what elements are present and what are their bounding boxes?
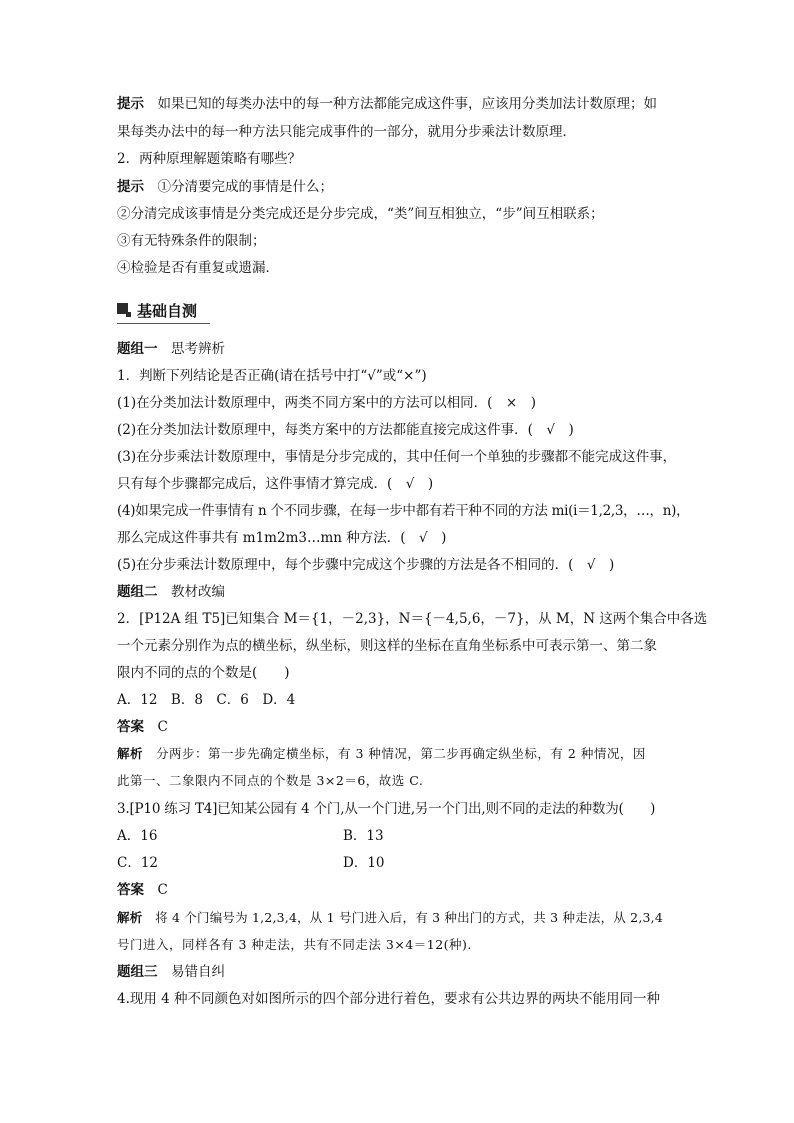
hint-line-2: 果每类办法中的每一种方法只能完成事件的一部分，就用分步乘法计数原理． [117,124,576,140]
question-1-item-5: (5)在分步乘法计数原理中，每个步骤中完成这个步骤的方法是各不相同的．( √ ) [117,557,615,573]
hint-step-2: ②分清完成该事情是分类完成还是分步完成，“类”间互相独立，“步”间互相联系； [117,206,604,222]
question-3-solution-2: 号门进入，同样各有 3 种走法，共有不同走法 3×4＝12(种). [117,937,472,952]
hint-line-1: 提示 如果已知的每类办法中的每一种方法都能完成这件事，应该用分类加法计数原理；如 [117,96,657,112]
question-2-line-3: 限内不同的点的个数是( ) [117,665,290,681]
question-3-solution-1: 解析 将 4 个门编号为 1,2,3,4，从 1 号门进入后，有 3 种出门的方式，共 3 种走法，从 2,3,4 [117,910,663,925]
question-2-line-2: 一个元素分别作为点的横坐标，纵坐标，则这样的坐标在直角坐标系中可表示第一、第二象 [117,638,657,654]
question-3-option-b: B．13 [343,828,384,844]
question-2-solution-1: 解析 分两步：第一步先确定横坐标，有 3 种情况，第二步再确定纵坐标，有 2 种情况，因 [117,746,646,761]
question-3-option-d: D．10 [343,855,385,871]
section-header [117,299,197,321]
question-3-option-c: C．12 [117,855,159,871]
question-1: 1．判断下列结论是否正确(请在括号中打“√”或“×”) [117,368,427,384]
question-2-line-1: 2．[P12A 组 T5]已知集合 M＝{1，－2,3}，N＝{－4,5,6，－7}，从 M，N 这两个集合中各选 [117,611,708,627]
section-title: 基础自测 [137,301,198,320]
question-1-item-3b: 只有每个步骤都完成后，这件事情才算完成．( √ ) [117,476,434,492]
question-2-options: A．12 B．8 C．6 D．4 [117,692,296,708]
group-3-heading: 题组三 易错自纠 [117,964,225,980]
question-1-item-2: (2)在分类加法计数原理中，每类方案中的方法都能直接完成这件事．( √ ) [117,422,574,438]
group-1-heading: 题组一 思考辨析 [117,341,225,357]
question-2-solution-2: 此第一、二象限内不同点的个数是 3×2＝6，故选 C. [117,773,424,788]
question-1-item-4a: (4)如果完成一件事情有 n 个不同步骤，在每一步中都有若干种不同的方法 mi(i＝1,2,3，…，n)， [117,503,690,519]
question-3-option-a: A．16 [117,828,158,844]
question-2-strategy: 2．两种原理解题策略有哪些？ [117,151,302,167]
question-4: 4.现用 4 种不同颜色对如图所示的四个部分进行着色，要求有公共边界的两块不能用同一种 [117,991,661,1007]
hint-step-1: 提示 ①分清要完成的事情是什么； [117,179,333,195]
question-1-item-4b: 那么完成这件事共有 m1m2m3…mn 种方法．( √ ) [117,530,447,546]
question-3-answer: 答案 C [117,882,168,898]
section-square-icon [117,303,131,317]
question-2-answer: 答案 C [117,719,168,735]
hint-step-3: ③有无特殊条件的限制； [117,233,266,249]
question-1-item-3a: (3)在分步乘法计数原理中，事情是分步完成的，其中任何一个单独的步骤都不能完成这件事， [117,449,677,465]
question-3: 3.[P10 练习 T4]已知某公园有 4 个门,从一个门进,另一个门出,则不同的走法的种数为( ) [117,801,656,817]
question-1-item-1: (1)在分类加法计数原理中，两类不同方案中的方法可以相同．( × ) [117,395,536,411]
hint-step-4: ④检验是否有重复或遗漏． [117,260,279,276]
section-underline [117,323,210,324]
group-2-heading: 题组二 教材改编 [117,584,225,600]
